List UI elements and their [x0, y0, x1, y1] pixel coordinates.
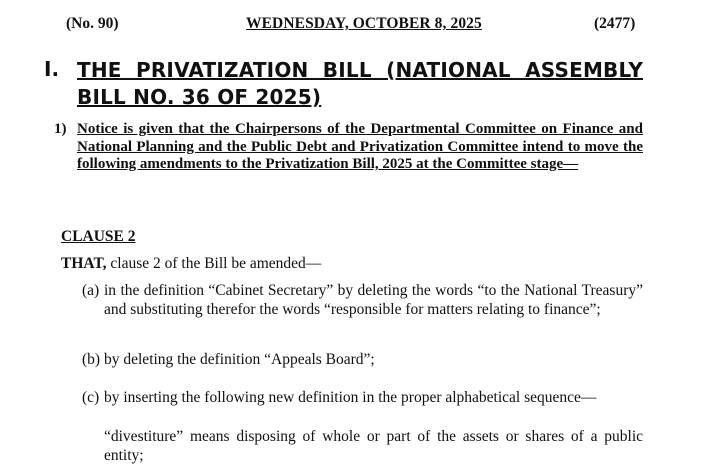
amendment-item-text: by inserting the following new definition in the proper alphabetical sequence—	[104, 389, 597, 406]
page-number: (2477)	[594, 15, 636, 32]
notice-text: Notice is given that the Chairpersons of the Departmental Committee on Finance and National Planning and the Public Debt and Privatization Committee intend to move the following amendments to the Privatization Bill, 2025 at the Committee stage—	[77, 121, 643, 172]
clause-intro-rest: clause 2 of the Bill be amended—	[106, 255, 322, 272]
amendment-item-mark: (c)	[82, 389, 100, 406]
amendment-item-mark: (a)	[82, 282, 100, 299]
issue-date: WEDNESDAY, OCTOBER 8, 2025	[246, 15, 482, 32]
amendment-item-text: in the definition “Cabinet Secretary” by deleting the words “to the National Treasury” and substituting therefor the words “responsible for matters relating to finance”;	[104, 282, 643, 318]
section-number: I.	[44, 57, 60, 81]
notice-number: 1)	[54, 121, 67, 137]
amendment-item-text: by deleting the definition “Appeals Board”;	[104, 351, 375, 368]
clause-intro	[61, 255, 321, 273]
amendment-item-mark: (b)	[82, 351, 101, 368]
issue-number: (No. 90)	[66, 15, 119, 32]
section-title: THE PRIVATIZATION BILL (NATIONAL ASSEMBLY BILL NO. 36 OF 2025)	[77, 58, 643, 109]
clause-intro-that: THAT,	[61, 255, 107, 272]
new-definition-text: “divestiture” means disposing of whole or part of the assets or shares of a public entity;	[104, 428, 643, 464]
clause-heading: CLAUSE 2	[61, 228, 136, 245]
